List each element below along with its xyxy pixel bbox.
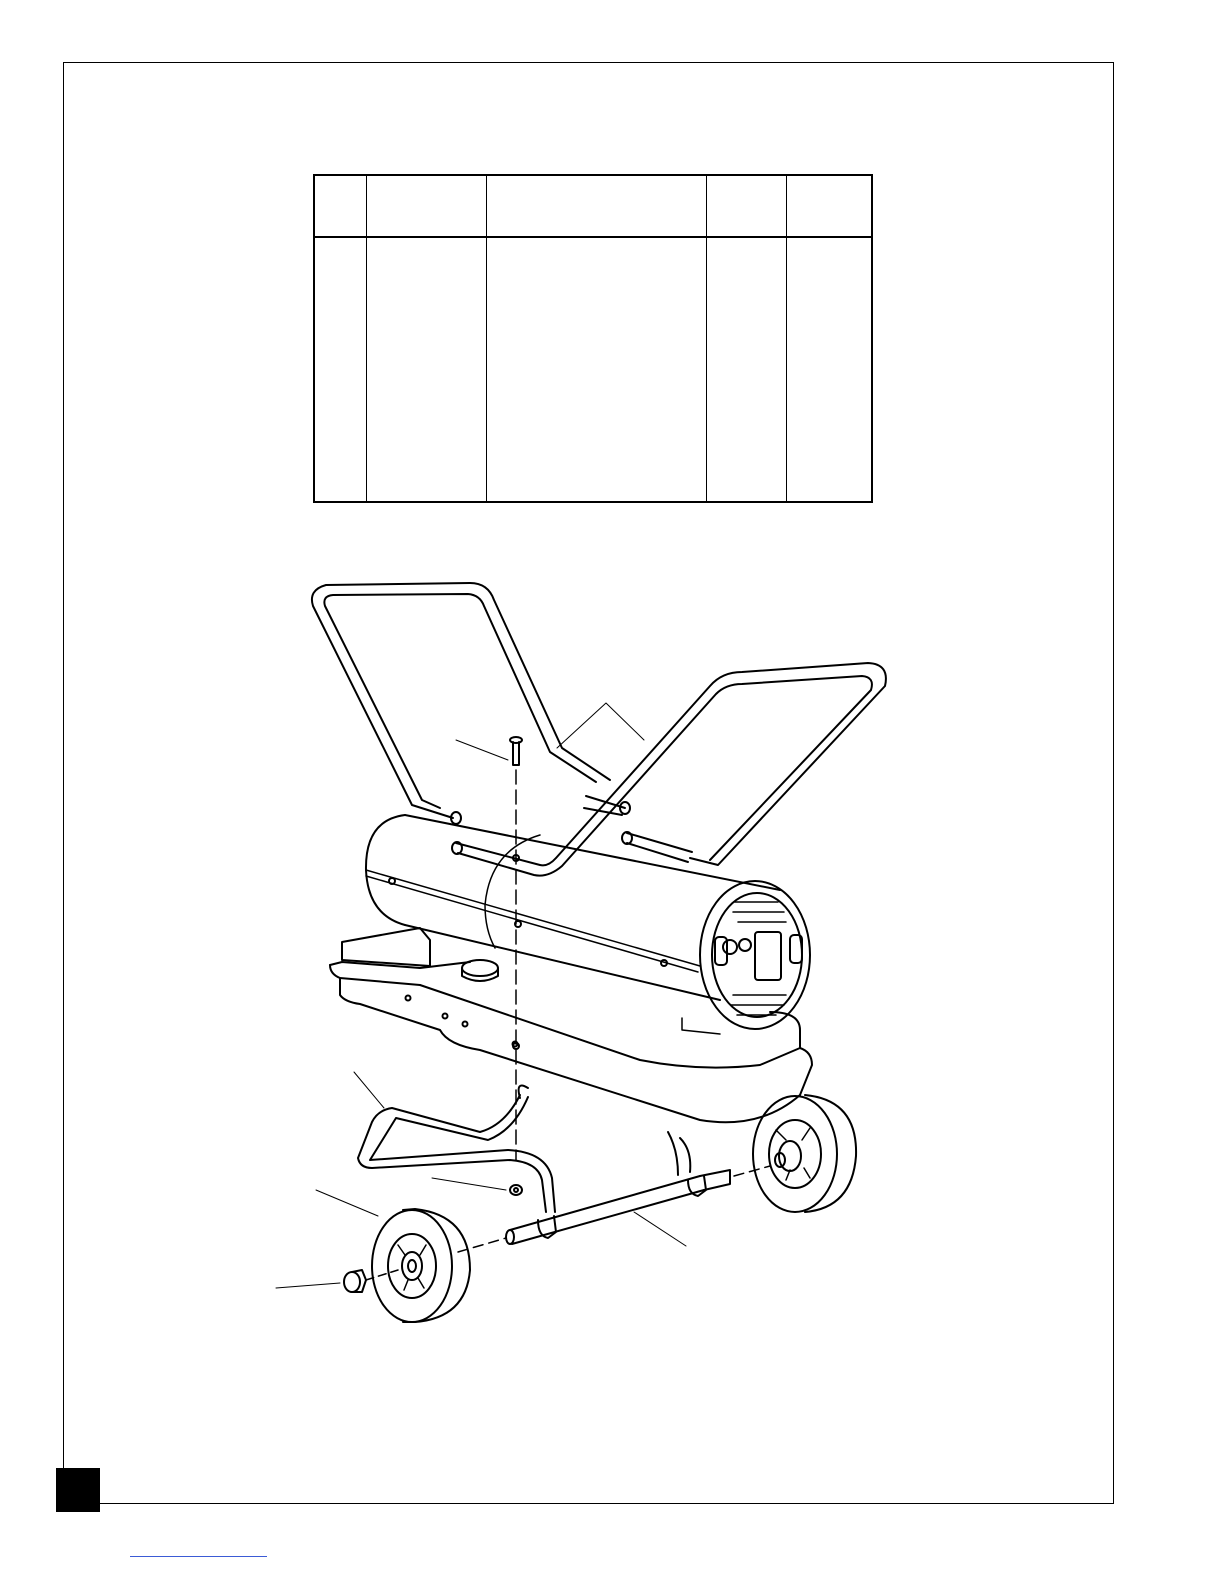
right-handle — [452, 663, 886, 876]
axle-leader-line — [634, 1212, 686, 1246]
heater-body — [366, 815, 810, 1029]
fuel-tank — [330, 928, 812, 1122]
handle-leader-line — [557, 703, 644, 748]
axle — [458, 1086, 770, 1252]
footer-link[interactable] — [130, 1556, 267, 1557]
left-handle — [312, 583, 630, 824]
front-support-leader-line — [354, 1072, 384, 1108]
leader-lines — [276, 703, 686, 1288]
front-support — [358, 1095, 555, 1212]
bolt — [510, 737, 522, 765]
nut — [510, 1185, 522, 1195]
hub-cap-leader-line — [276, 1283, 340, 1288]
nut-leader-line — [432, 1178, 506, 1190]
bolt-leader-line — [456, 740, 508, 760]
page-number — [56, 1468, 100, 1512]
left-wheel — [372, 1209, 470, 1322]
right-wheel — [753, 1095, 856, 1212]
wheel-leader-line — [316, 1190, 378, 1216]
